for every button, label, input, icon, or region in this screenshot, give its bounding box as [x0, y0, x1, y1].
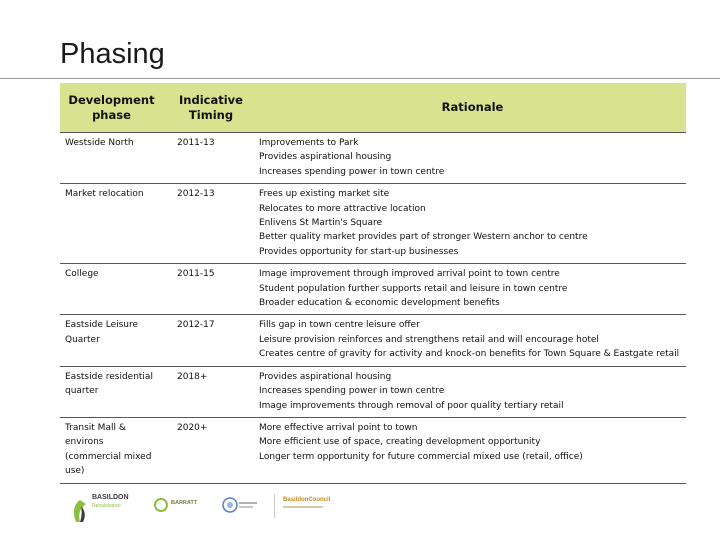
- rationale-cell: [259, 133, 686, 184]
- rationale-line: Provides aspirational housing: [259, 371, 392, 382]
- phase-cell: Eastside Leisure Quarter: [60, 315, 163, 366]
- rationale-line: Creates centre of gravity for activity and knock-on benefits for Town Square & Eastgate retail: [259, 349, 680, 360]
- phase-cell: Transit Mall & environs (commercial mixed use): [60, 417, 163, 483]
- phase-cell: Westside North: [60, 133, 163, 184]
- rationale-line: Broader education & economic development benefits: [259, 298, 500, 309]
- rationale-line: Leisure provision reinforces and strengthens retail and will encourage hotel: [259, 334, 599, 345]
- rationale-line: Increases spending power in town centre: [259, 166, 445, 177]
- barratt-logo: [154, 498, 214, 518]
- page-title: Phasing: [60, 38, 165, 70]
- partner-logo: [222, 496, 258, 516]
- basildon-council-name: BasildonCouncil: [283, 497, 331, 503]
- timing-cell: 2011-15: [163, 264, 259, 315]
- rationale-line: Improvements to Park: [259, 138, 359, 148]
- footer-logos: [70, 488, 470, 528]
- rationale-line: More effective arrival point to town: [259, 422, 418, 433]
- rationale-cell: [259, 264, 686, 315]
- rationale-line: Enlivens St Martin's Square: [259, 218, 383, 229]
- phase-cell: Market relocation: [60, 184, 163, 264]
- rationale-line: Relocates to more attractive location: [259, 203, 426, 214]
- phasing-table: [60, 83, 686, 484]
- rationale-line: Increases spending power in town centre: [259, 386, 445, 397]
- rationale-cell: [259, 315, 686, 366]
- rationale-line: Image improvement through improved arrival point to town centre: [259, 269, 560, 280]
- phase-cell: Eastside residential quarter: [60, 366, 163, 417]
- council-underline: [283, 506, 323, 508]
- rationale-line: More efficient use of space, creating development opportunity: [259, 437, 541, 448]
- table-row: [60, 315, 686, 366]
- table-row: [60, 264, 686, 315]
- rationale-line: Better quality market provides part of stronger Western anchor to centre: [259, 232, 588, 243]
- timing-cell: 2012-17: [163, 315, 259, 366]
- title-divider: [0, 78, 720, 79]
- timing-cell: 2012-13: [163, 184, 259, 264]
- table-row: [60, 184, 686, 264]
- table-row: [60, 133, 686, 184]
- basildon-renaissance-logo: [70, 494, 150, 526]
- basildon-logo-sub: Renaissance: [92, 503, 121, 509]
- table-header-row: [60, 83, 686, 133]
- rationale-line: Frees up existing market site: [259, 189, 390, 200]
- table-row: [60, 417, 686, 483]
- timing-cell: 2018+: [163, 366, 259, 417]
- rationale-cell: [259, 184, 686, 264]
- rationale-line: Student population further supports retail and leisure in town centre: [259, 283, 568, 294]
- barratt-emblem-icon: [154, 498, 168, 512]
- rationale-cell: [259, 366, 686, 417]
- header-indicative-timing: Indicative Timing: [163, 83, 259, 133]
- barratt-logo-name: BARRATT: [171, 500, 198, 506]
- partner-emblem-icon: [222, 496, 258, 514]
- rationale-line: Image improvements through removal of poor quality tertiary retail: [259, 400, 564, 411]
- rationale-line: Fills gap in town centre leisure offer: [259, 320, 420, 331]
- table-row: [60, 366, 686, 417]
- timing-cell: 2020+: [163, 417, 259, 483]
- rationale-line: Longer term opportunity for future commercial mixed use (retail, office): [259, 451, 583, 462]
- phase-cell: College: [60, 264, 163, 315]
- basildon-logo-name: BASILDON: [92, 494, 129, 501]
- timing-cell: 2011-13: [163, 133, 259, 184]
- rationale-line: Provides opportunity for start-up businesses: [259, 246, 459, 257]
- rationale-cell: [259, 417, 686, 483]
- rationale-line: Provides aspirational housing: [259, 152, 392, 163]
- header-development-phase: Development phase: [60, 83, 163, 133]
- header-rationale: Rationale: [259, 83, 686, 133]
- basildon-council-logo: [274, 494, 351, 518]
- basildon-emblem-icon: [70, 498, 90, 524]
